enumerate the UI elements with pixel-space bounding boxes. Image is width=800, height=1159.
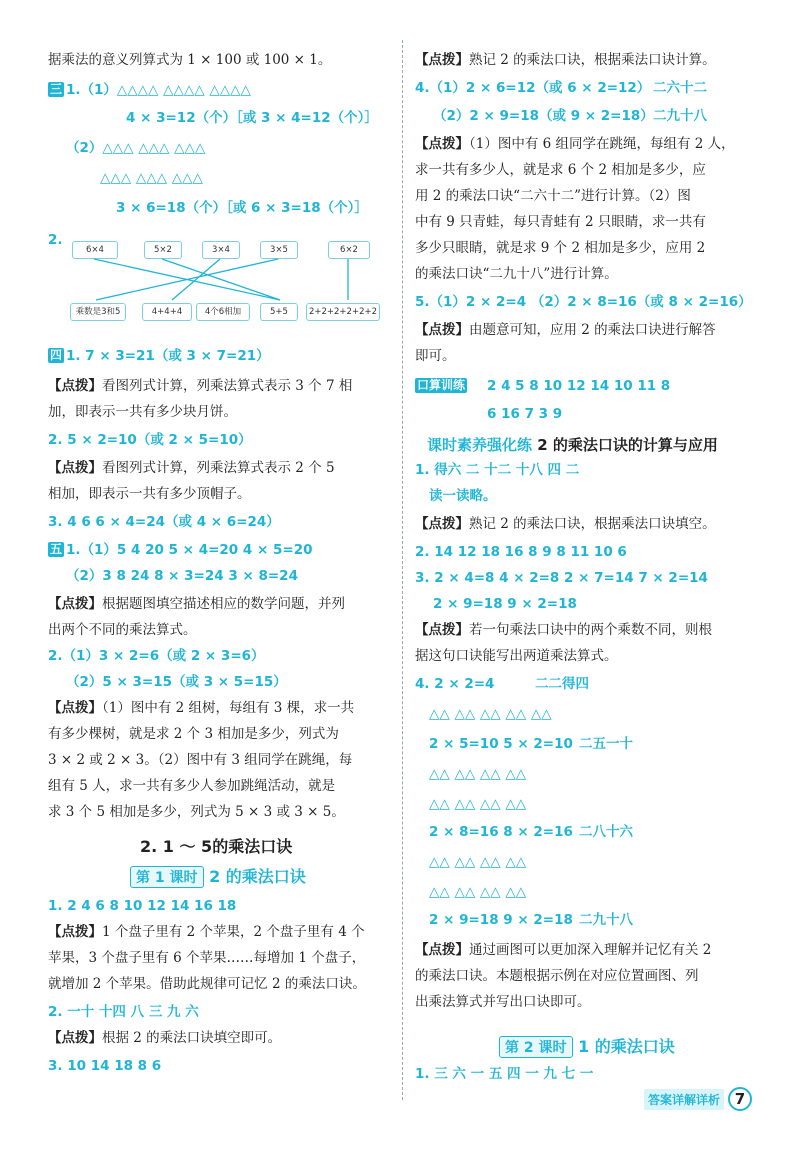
answer-line: 2.（1）3 × 2=6（或 2 × 3=6） xyxy=(48,648,265,664)
tip-tag: 【点拨】 xyxy=(48,378,102,394)
answer-line: 5.（1）2 × 2=4 （2）2 × 8=16（或 8 × 2=16） xyxy=(415,294,752,310)
answer-line: 1. 得六 二 十二 十八 四 二 xyxy=(415,462,580,478)
answer-line: 3. 10 14 18 8 6 xyxy=(48,1058,162,1074)
tip-line: 求一共有多少人，就是求 6 个 2 相加是多少，应 xyxy=(415,162,706,178)
match-bottom-box: 5+5 xyxy=(260,303,298,321)
lesson-title: 2 的乘法口诀 xyxy=(209,867,306,886)
tip-line: 有多少棵树，就是求 2 个 3 相加是多少，列式为 xyxy=(48,726,339,742)
answer-line: （2）3 8 24 8 × 3=24 3 × 8=24 xyxy=(66,568,298,584)
tip-text: 通过画图可以更加深入理解并记忆有关 2 xyxy=(469,942,712,958)
tip-tag: 【点拨】 xyxy=(415,942,469,958)
answer-line: 2 × 5=10 5 × 2=10 xyxy=(429,736,573,752)
answer-line: 3. 4 6 6 × 4=24（或 4 × 6=24） xyxy=(48,514,280,530)
tip-tag: 【点拨】 xyxy=(48,700,102,716)
triangle-row: △△ △△ △△ △△ xyxy=(429,884,527,900)
answer-line: 2. 一十 十四 八 三 九 六 xyxy=(48,1004,199,1020)
lesson-heading xyxy=(499,1034,675,1058)
triangle-row: △△ △△ △△ △△ xyxy=(429,854,527,870)
tip-line xyxy=(415,134,735,154)
tip-line: 3 × 2 或 2 × 3。（2）图中有 3 组同学在跳绳，每 xyxy=(48,752,353,768)
section-label-4: 四 xyxy=(50,348,63,362)
answer-line: （2）2 × 9=18（或 9 × 2=18） xyxy=(433,108,654,124)
tip-line: 出两个不同的乘法算式。 xyxy=(48,622,197,638)
rhyme-text: 二二得四 xyxy=(535,676,589,692)
tip-line: 即可。 xyxy=(415,348,456,364)
section-label-5: 五 xyxy=(50,542,63,556)
lesson-heading xyxy=(130,864,306,888)
rhyme-text: 二九十八 xyxy=(579,912,633,928)
tip-line xyxy=(48,594,345,614)
tip-line xyxy=(48,458,335,478)
tip-line xyxy=(415,620,712,640)
tip-line xyxy=(48,698,354,718)
match-bottom-box: 2+2+2+2+2+2 xyxy=(306,303,380,321)
tip-text: 由题意可知，应用 2 的乘法口诀进行解答 xyxy=(469,322,716,338)
tip-line: 就增加 2 个苹果。借助此规律可记忆 2 的乘法口诀。 xyxy=(48,976,366,992)
tip-tag: 【点拨】 xyxy=(415,516,469,532)
tip-line: 的乘法口诀。本题根据示例在对应位置画图、列 xyxy=(415,968,699,984)
tip-tag: 【点拨】 xyxy=(48,596,102,612)
tip-line: 出乘法算式并写出口诀即可。 xyxy=(415,994,591,1010)
oral-training-tag: 口算训练 xyxy=(417,378,466,392)
tip-text: 看图列式计算，列乘法算式表示 2 个 5 xyxy=(102,460,335,476)
rhyme-text: 二六十二 xyxy=(653,80,707,96)
match-top-box: 6×4 xyxy=(72,241,118,259)
answer-line: 2 × 8=16 8 × 2=16 xyxy=(429,824,573,840)
match-lines xyxy=(48,258,393,302)
tip-line xyxy=(415,514,716,534)
match-bottom-box: 乘数是3和5 xyxy=(70,303,126,321)
lesson-tag: 第 1 课时 xyxy=(130,866,204,888)
answer-line: 1. 7 × 3=21（或 3 × 7=21） xyxy=(66,348,270,364)
tip-text: 根据题图填空描述相应的数学问题，并列 xyxy=(102,596,345,612)
answer-line: 2. 5 × 2=10（或 2 × 5=10） xyxy=(48,432,252,448)
tip-line: 的乘法口诀“二九十八”进行计算。 xyxy=(415,266,618,282)
tip-text: 熟记 2 的乘法口诀，根据乘法口诀计算。 xyxy=(469,52,716,68)
triangle-row: △△ △△ △△ △△ xyxy=(429,766,527,782)
tip-line xyxy=(48,376,352,396)
tip-line xyxy=(415,320,716,340)
tip-text: （1）图中有 6 组同学在跳绳，每组有 2 人， xyxy=(469,136,735,152)
footer-label: 答案详解详析 xyxy=(644,1089,724,1110)
answer-line: （2）△△△ △△△ △△△ xyxy=(66,140,206,156)
tip-tag: 【点拨】 xyxy=(415,622,469,638)
section-label-3: 三 xyxy=(50,82,63,96)
tip-text: 看图列式计算，列乘法算式表示 3 个 7 相 xyxy=(102,378,353,394)
tip-text: 根据 2 的乘法口诀填空即可。 xyxy=(102,1030,282,1046)
rhyme-text: 二五一十 xyxy=(579,736,633,752)
tip-line: 苹果，3 个盘子里有 6 个苹果……每增加 1 个盘子， xyxy=(48,950,366,966)
tip-line: 相加，即表示一共有多少顶帽子。 xyxy=(48,486,251,502)
tip-tag: 【点拨】 xyxy=(48,1030,102,1046)
column-divider xyxy=(402,40,403,1100)
answer-line: 2. 14 12 18 16 8 9 8 11 10 6 xyxy=(415,544,627,560)
tip-tag: 【点拨】 xyxy=(415,52,469,68)
answer-line: 6 16 7 3 9 xyxy=(487,406,563,422)
tip-tag: 【点拨】 xyxy=(48,924,102,940)
answer-line: 读一读略。 xyxy=(429,488,497,504)
tip-line: 组有 5 人，求一共有多少人参加跳绳活动，就是 xyxy=(48,778,336,794)
answer-line: 2 × 9=18 9 × 2=18 xyxy=(429,912,573,928)
tip-line xyxy=(48,1028,281,1048)
answer-line: 4.（1）2 × 6=12（或 6 × 2=12） xyxy=(415,80,651,96)
triangle-row: △△ △△ △△ △△ xyxy=(429,796,527,812)
rhyme-text: 二九十八 xyxy=(653,108,707,124)
answer-line: 4 × 3=12（个）［或 3 × 4=12（个）］ xyxy=(126,110,378,126)
tip-text: 1 个盘子里有 2 个苹果，2 个盘子里有 4 个 xyxy=(102,924,365,940)
answer-line: 1. 三 六 一 五 四 一 九 七 一 xyxy=(415,1066,594,1082)
answer-line: 1.（1）5 4 20 5 × 4=20 4 × 5=20 xyxy=(66,542,313,558)
tip-line: 据这句口诀能写出两道乘法算式。 xyxy=(415,648,618,664)
answer-line: 2 4 5 8 10 12 14 10 11 8 xyxy=(487,378,671,394)
answer-line: 4. 2 × 2=4 xyxy=(415,676,495,692)
match-bottom-box: 4+4+4 xyxy=(142,303,192,321)
text-line: 据乘法的意义列算式为 1 × 100 或 100 × 1。 xyxy=(48,52,332,68)
match-bottom-box: 4个6相加 xyxy=(196,303,250,321)
practice-title-b: 2 的乘法口诀的计算与应用 xyxy=(537,436,718,454)
tip-tag: 【点拨】 xyxy=(415,136,469,152)
tip-text: 熟记 2 的乘法口诀，根据乘法口诀填空。 xyxy=(469,516,716,532)
tip-line: 用 2 的乘法口诀“二六十二”进行计算。（2）图 xyxy=(415,188,691,204)
match-top-box: 6×2 xyxy=(328,241,370,259)
tip-line xyxy=(415,940,711,960)
tip-line: 多少只眼睛，就是求 9 个 2 相加是多少，应用 2 xyxy=(415,240,706,256)
answer-line: 2 × 9=18 9 × 2=18 xyxy=(433,596,577,612)
answer-line: 3. 2 × 4=8 4 × 2=8 2 × 7=14 7 × 2=14 xyxy=(415,570,708,586)
answer-line: 3 × 6=18（个）［或 6 × 3=18（个）］ xyxy=(116,200,368,216)
lesson-title: 1 的乘法口诀 xyxy=(578,1037,675,1056)
match-top-box: 3×5 xyxy=(260,241,298,259)
rhyme-text: 二八十六 xyxy=(579,824,633,840)
tip-line: 中有 9 只青蛙，每只青蛙有 2 只眼睛，求一共有 xyxy=(415,214,706,230)
answer-line: △△△ △△△ △△△ xyxy=(100,170,203,186)
match-top-box: 5×2 xyxy=(144,241,182,259)
tip-line: 求 3 个 5 相加是多少，列式为 5 × 3 或 3 × 5。 xyxy=(48,804,345,820)
practice-heading xyxy=(427,434,718,455)
tip-line xyxy=(48,922,365,942)
tip-tag: 【点拨】 xyxy=(48,460,102,476)
triangle-row: △△ △△ △△ △△ △△ xyxy=(429,706,552,722)
chapter-title: 2. 1 ～ 5的乘法口诀 xyxy=(140,837,293,856)
tip-text: 若一句乘法口诀中的两个乘数不同，则根 xyxy=(469,622,712,638)
tip-tag: 【点拨】 xyxy=(415,322,469,338)
answer-line: （2）5 × 3=15（或 3 × 5=15） xyxy=(66,674,287,690)
page-number: 7 xyxy=(728,1087,752,1111)
lesson-tag: 第 2 课时 xyxy=(499,1036,573,1058)
tip-line: 加，即表示一共有多少块月饼。 xyxy=(48,404,237,420)
tip-line xyxy=(415,50,716,70)
tip-text: （1）图中有 2 组树，每组有 3 棵，求一共 xyxy=(102,700,355,716)
answer-line: 1.（1）△△△△ △△△△ △△△△ xyxy=(66,82,251,98)
answer-number: 2. xyxy=(48,232,63,248)
practice-title-a: 课时素养强化练 xyxy=(427,436,533,454)
page-footer xyxy=(644,1088,752,1110)
answer-line: 1. 2 4 6 8 10 12 14 16 18 xyxy=(48,898,237,914)
match-top-box: 3×4 xyxy=(202,241,240,259)
